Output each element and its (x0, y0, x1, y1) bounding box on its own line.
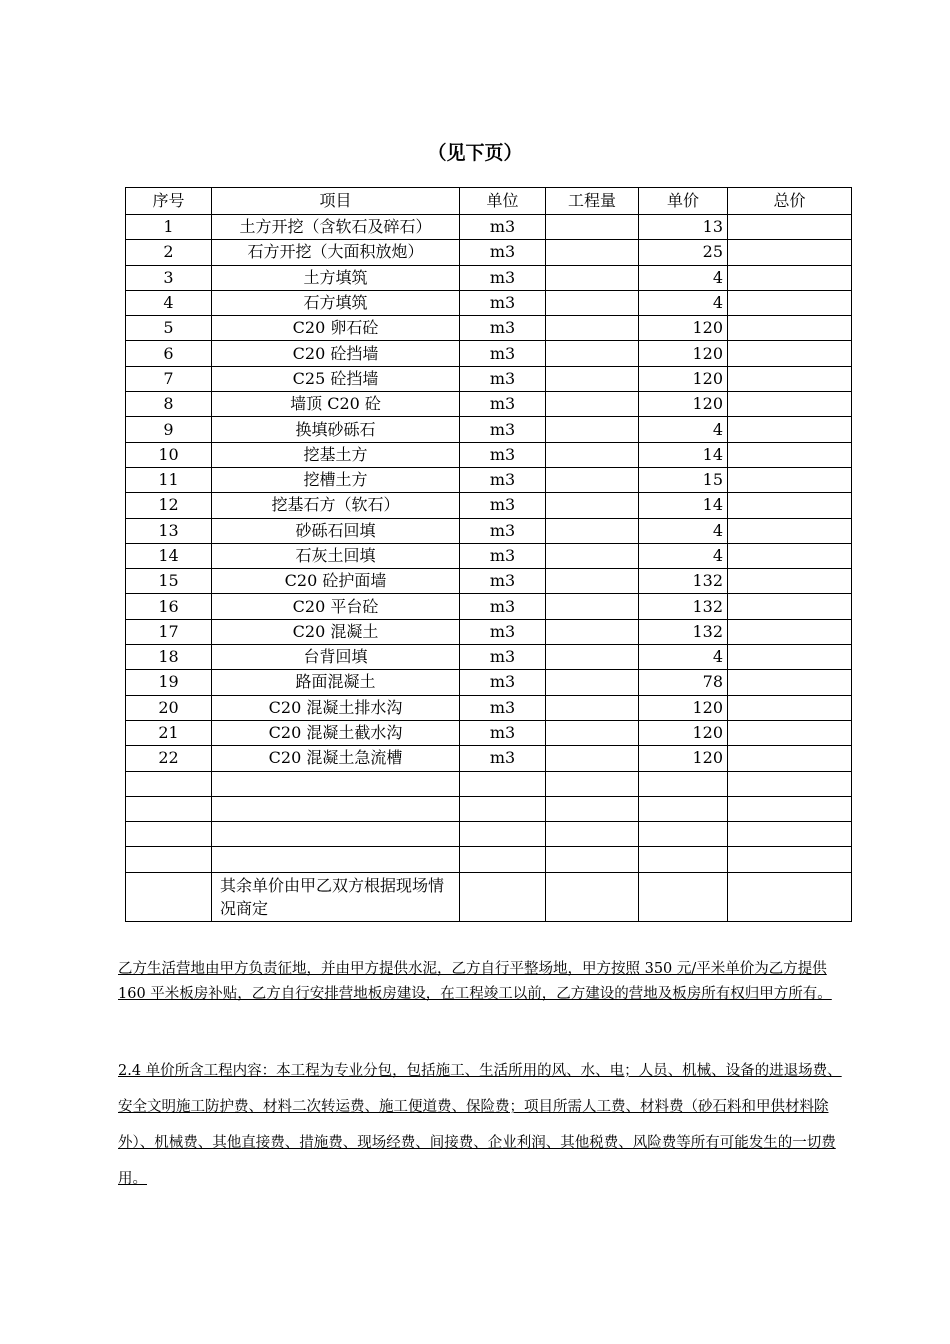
cell-quantity (546, 265, 639, 290)
cell-no: 1 (126, 215, 212, 240)
cell-unit-price: 120 (639, 720, 728, 745)
cell-empty (639, 847, 728, 872)
cell-quantity (546, 695, 639, 720)
cell-quantity (546, 670, 639, 695)
cell-item: 路面混凝土 (212, 670, 460, 695)
cell-total (728, 645, 852, 670)
cell-total (728, 290, 852, 315)
table-row (126, 316, 852, 341)
cell-unit-price: 120 (639, 695, 728, 720)
table-row (126, 619, 852, 644)
cell-total (728, 695, 852, 720)
table-row (126, 392, 852, 417)
header-unit: 单位 (460, 188, 546, 215)
cell-total (728, 265, 852, 290)
cell-empty (546, 847, 639, 872)
cell-empty (546, 796, 639, 821)
cell-total (728, 341, 852, 366)
cell-no: 5 (126, 316, 212, 341)
cell-item: 台背回填 (212, 645, 460, 670)
cell-unit-price: 120 (639, 316, 728, 341)
cell-quantity (546, 594, 639, 619)
cell-quantity (546, 392, 639, 417)
cell-total (728, 518, 852, 543)
cell-empty (212, 796, 460, 821)
cell-unit-price: 120 (639, 366, 728, 391)
cell-quantity (546, 746, 639, 771)
table-row (126, 543, 852, 568)
cell-item: 挖基石方（软石） (212, 493, 460, 518)
cell-empty (728, 796, 852, 821)
table-row (126, 695, 852, 720)
cell-unit-price: 4 (639, 543, 728, 568)
cell-quantity (546, 341, 639, 366)
table-row-note (126, 872, 852, 921)
cell-total (728, 215, 852, 240)
cell-empty (212, 847, 460, 872)
cell-quantity (546, 467, 639, 492)
cell-item: C25 砼挡墙 (212, 366, 460, 391)
table-row-empty (126, 771, 852, 796)
table-row (126, 594, 852, 619)
page-heading: （见下页） (427, 142, 523, 164)
header-unit-price: 单价 (639, 188, 728, 215)
cell-unit-price: 4 (639, 518, 728, 543)
cell-empty (126, 847, 212, 872)
cell-item: C20 平台砼 (212, 594, 460, 619)
cell-no: 7 (126, 366, 212, 391)
cell-total (728, 392, 852, 417)
cell-quantity (546, 215, 639, 240)
cell-unit-price: 13 (639, 215, 728, 240)
cell-unit: m3 (460, 594, 546, 619)
cell-unit-price: 14 (639, 493, 728, 518)
cell-quantity (546, 619, 639, 644)
cell-empty (460, 822, 546, 847)
cell-empty (728, 847, 852, 872)
cell-unit: m3 (460, 746, 546, 771)
paragraph-camp: 乙方生活营地由甲方负责征地，并由甲方提供水泥，乙方自行平整场地，甲方按照 350 元/平米单价为乙方提供 160 平米板房补贴，乙方自行安排营地板房建设，在工程竣工以前，乙方建设的营地及板房所有权归甲方所有。 (118, 961, 832, 1002)
cell-quantity (546, 366, 639, 391)
cell-total (728, 467, 852, 492)
cell-total (728, 493, 852, 518)
cell-empty (639, 796, 728, 821)
cell-empty (639, 872, 728, 921)
cell-no: 18 (126, 645, 212, 670)
table-row (126, 265, 852, 290)
cell-quantity (546, 240, 639, 265)
cell-no: 3 (126, 265, 212, 290)
cell-quantity (546, 442, 639, 467)
table-row (126, 670, 852, 695)
header-no: 序号 (126, 188, 212, 215)
cell-no: 19 (126, 670, 212, 695)
cell-total (728, 366, 852, 391)
cell-unit-price: 120 (639, 341, 728, 366)
cell-unit: m3 (460, 493, 546, 518)
cell-unit: m3 (460, 316, 546, 341)
cell-item: C20 砼护面墙 (212, 569, 460, 594)
table-row (126, 746, 852, 771)
cell-item: 土方填筑 (212, 265, 460, 290)
cell-item: 挖槽土方 (212, 467, 460, 492)
cell-empty (126, 872, 212, 921)
table-row (126, 417, 852, 442)
cell-unit-price: 25 (639, 240, 728, 265)
cell-unit-price: 4 (639, 265, 728, 290)
cell-total (728, 746, 852, 771)
table-row-empty (126, 847, 852, 872)
cell-empty (546, 872, 639, 921)
cell-no: 11 (126, 467, 212, 492)
cell-empty (212, 771, 460, 796)
cell-no: 14 (126, 543, 212, 568)
cell-unit-price: 4 (639, 645, 728, 670)
paragraph-price-scope: 2.4 单价所含工程内容：本工程为专业分包，包括施工、生活所用的风、水、电；人员、机械、设备的进退场费、安全文明施工防护费、材料二次转运费、施工便道费、保险费；项目所需人工费、材料费（砂石料和甲供材料除外）、机械费、其他直接费、措施费、现场经费、间接费、企业利润、其他税费、风险费等所有可能发生的一切费用。 (118, 1063, 842, 1187)
cell-unit-price: 4 (639, 290, 728, 315)
table-header-row (126, 188, 852, 215)
cell-no: 12 (126, 493, 212, 518)
cell-total (728, 316, 852, 341)
cell-unit: m3 (460, 290, 546, 315)
table-row-empty (126, 822, 852, 847)
cell-quantity (546, 720, 639, 745)
cell-item: C20 混凝土截水沟 (212, 720, 460, 745)
cell-unit: m3 (460, 543, 546, 568)
cell-unit: m3 (460, 467, 546, 492)
cell-empty (639, 822, 728, 847)
cell-total (728, 619, 852, 644)
cell-total (728, 720, 852, 745)
table-row (126, 366, 852, 391)
cell-quantity (546, 569, 639, 594)
unit-price-table (125, 187, 852, 922)
cell-empty (460, 771, 546, 796)
table-row (126, 341, 852, 366)
table-row (126, 467, 852, 492)
cell-item: 墙顶 C20 砼 (212, 392, 460, 417)
cell-no: 17 (126, 619, 212, 644)
cell-quantity (546, 290, 639, 315)
cell-unit-price: 132 (639, 594, 728, 619)
cell-item: C20 混凝土排水沟 (212, 695, 460, 720)
header-total: 总价 (728, 188, 852, 215)
cell-no: 21 (126, 720, 212, 745)
cell-no: 13 (126, 518, 212, 543)
cell-quantity (546, 543, 639, 568)
cell-unit: m3 (460, 341, 546, 366)
cell-unit-price: 120 (639, 392, 728, 417)
cell-item: C20 混凝土急流槽 (212, 746, 460, 771)
cell-no: 9 (126, 417, 212, 442)
cell-unit: m3 (460, 645, 546, 670)
cell-unit: m3 (460, 265, 546, 290)
cell-empty (460, 847, 546, 872)
cell-no: 16 (126, 594, 212, 619)
cell-empty (546, 771, 639, 796)
cell-no: 6 (126, 341, 212, 366)
cell-unit: m3 (460, 442, 546, 467)
cell-no: 8 (126, 392, 212, 417)
cell-unit-price: 132 (639, 569, 728, 594)
table-row (126, 518, 852, 543)
cell-unit: m3 (460, 670, 546, 695)
cell-no: 10 (126, 442, 212, 467)
cell-empty (212, 822, 460, 847)
cell-empty (126, 771, 212, 796)
cell-quantity (546, 645, 639, 670)
cell-item: 砂砾石回填 (212, 518, 460, 543)
cell-note: 其余单价由甲乙双方根据现场情况商定 (212, 872, 460, 921)
cell-empty (728, 771, 852, 796)
cell-unit-price: 15 (639, 467, 728, 492)
cell-unit: m3 (460, 417, 546, 442)
table-row (126, 493, 852, 518)
table-row (126, 215, 852, 240)
cell-quantity (546, 316, 639, 341)
cell-item: C20 混凝土 (212, 619, 460, 644)
cell-no: 20 (126, 695, 212, 720)
table-body (126, 215, 852, 922)
cell-unit: m3 (460, 366, 546, 391)
cell-item: 土方开挖（含软石及碎石） (212, 215, 460, 240)
cell-unit: m3 (460, 720, 546, 745)
cell-unit: m3 (460, 240, 546, 265)
header-item: 项目 (212, 188, 460, 215)
table-row (126, 569, 852, 594)
cell-unit-price: 120 (639, 746, 728, 771)
cell-quantity (546, 417, 639, 442)
cell-no: 15 (126, 569, 212, 594)
cell-unit-price: 14 (639, 442, 728, 467)
cell-empty (728, 822, 852, 847)
cell-unit: m3 (460, 518, 546, 543)
cell-quantity (546, 493, 639, 518)
cell-item: 石方填筑 (212, 290, 460, 315)
cell-unit-price: 78 (639, 670, 728, 695)
cell-unit-price: 132 (639, 619, 728, 644)
cell-total (728, 543, 852, 568)
cell-total (728, 442, 852, 467)
cell-no: 4 (126, 290, 212, 315)
cell-unit: m3 (460, 392, 546, 417)
cell-item: 挖基土方 (212, 442, 460, 467)
cell-empty (639, 771, 728, 796)
cell-empty (126, 796, 212, 821)
table-row (126, 240, 852, 265)
cell-no: 2 (126, 240, 212, 265)
cell-empty (546, 822, 639, 847)
cell-item: C20 卵石砼 (212, 316, 460, 341)
table-row (126, 290, 852, 315)
cell-total (728, 240, 852, 265)
cell-empty (126, 822, 212, 847)
cell-item: 换填砂砾石 (212, 417, 460, 442)
cell-unit: m3 (460, 215, 546, 240)
table-row (126, 720, 852, 745)
cell-item: 石灰土回填 (212, 543, 460, 568)
table-row (126, 442, 852, 467)
cell-total (728, 594, 852, 619)
header-quantity: 工程量 (546, 188, 639, 215)
cell-quantity (546, 518, 639, 543)
cell-unit-price: 4 (639, 417, 728, 442)
cell-total (728, 670, 852, 695)
cell-empty (460, 872, 546, 921)
cell-unit: m3 (460, 569, 546, 594)
table-row (126, 645, 852, 670)
cell-empty (728, 872, 852, 921)
cell-item: 石方开挖（大面积放炮） (212, 240, 460, 265)
cell-unit: m3 (460, 619, 546, 644)
cell-empty (460, 796, 546, 821)
cell-unit: m3 (460, 695, 546, 720)
table-row-empty (126, 796, 852, 821)
cell-total (728, 569, 852, 594)
cell-no: 22 (126, 746, 212, 771)
cell-item: C20 砼挡墙 (212, 341, 460, 366)
cell-total (728, 417, 852, 442)
